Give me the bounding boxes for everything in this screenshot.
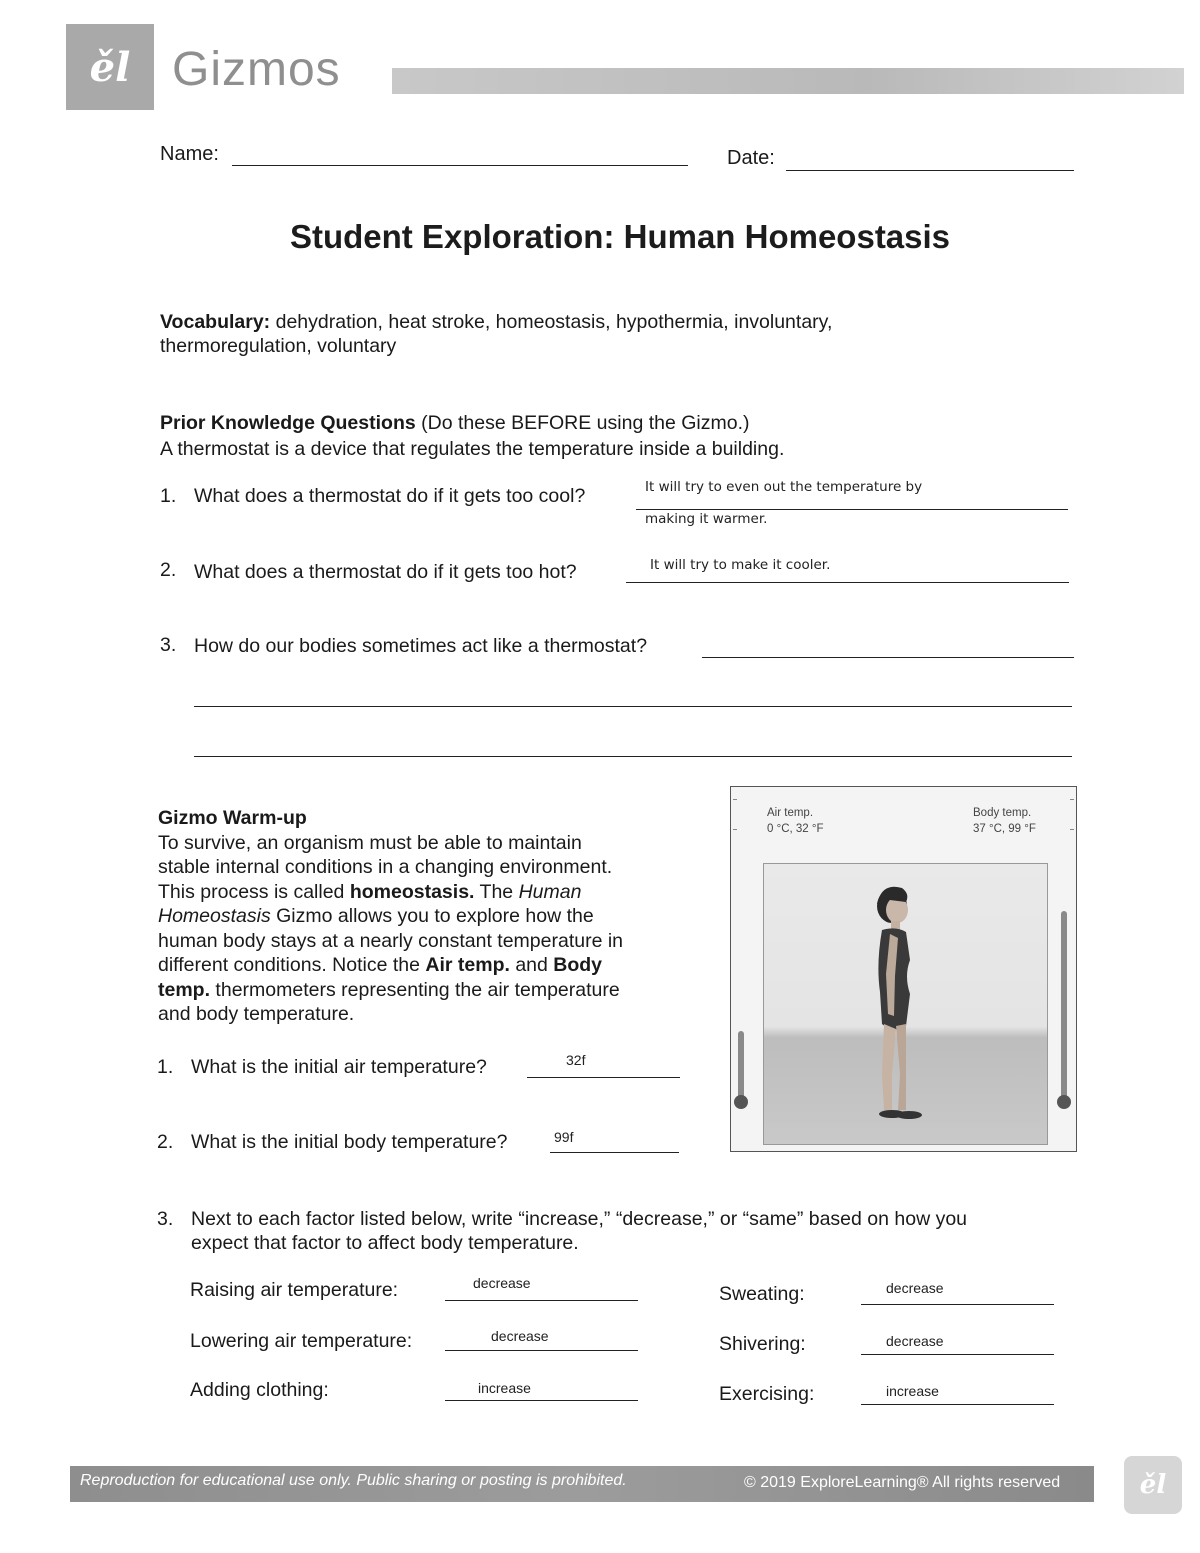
date-field[interactable] [786,170,1074,171]
body-temp-readout [973,805,1036,837]
gizmo-name-human: Human [518,880,582,903]
factor-lowering-field[interactable] [445,1350,638,1351]
warmup-q1-text: What is the initial air temperature? [191,1056,487,1078]
gizmo-name-homeostasis: Homeostasis [158,905,271,927]
air-thermometer [738,1031,744,1101]
factor-sweating-label: Sweating: [719,1283,805,1305]
prior-q3-answer-field-3[interactable] [194,756,1072,757]
warmup-p3: This process is called homeostasis. The Human [158,880,582,903]
warmup-p8: and body temperature. [158,1003,355,1025]
name-field[interactable] [232,165,688,166]
warmup-q2-answer: 99f [554,1129,574,1145]
prior-q2-answer-field[interactable] [626,582,1069,583]
date-label: Date: [727,147,775,169]
vocabulary-line2: thermoregulation, voluntary [160,335,397,357]
footer-copyright: © 2019 ExploreLearning® All rights reserved [744,1474,1061,1491]
warmup-q2-answer-field[interactable] [550,1152,679,1153]
body-thermometer [1061,911,1067,1101]
factor-clothing-answer: increase [478,1380,531,1396]
body-temp-label: Body temp. [973,807,1032,819]
page-title: Student Exploration: Human Homeostasis [289,218,951,255]
warmup-section [158,806,688,1027]
factor-lowering-answer: decrease [491,1328,549,1344]
term-homeostasis: homeostasis. [349,880,475,903]
simulation-scene [763,863,1048,1145]
prior-q1-answer-field[interactable] [636,509,1068,510]
prior-heading-note: (Do these BEFORE using the Gizmo.) [421,412,750,434]
vocabulary-line1 [160,310,832,335]
factor-shivering-label: Shivering: [719,1333,806,1355]
factor-sweating-answer: decrease [886,1280,944,1296]
factor-raising-field[interactable] [445,1300,638,1301]
air-temp-label: Air temp. [767,807,814,819]
human-figure-illustration [764,864,1047,1144]
prior-q3-number: 3. [160,634,177,656]
air-thermometer-bulb [734,1095,748,1109]
header-bar [392,68,1184,94]
term-temp: temp. [158,978,211,1001]
factor-raising-answer: decrease [473,1275,531,1291]
warmup-q3-line2: expect that factor to affect body temperature. [191,1232,579,1254]
prior-q3-answer-field-2[interactable] [194,706,1072,707]
prior-q1-answer-line2: making it warmer. [645,511,768,527]
factor-shivering-field[interactable] [861,1354,1054,1355]
factor-shivering-answer: decrease [886,1333,944,1349]
factor-exercising-field[interactable] [861,1404,1054,1405]
warmup-p5: human body stays at a nearly constant temperature in [158,929,624,952]
prior-heading: Prior Knowledge Questions [160,412,416,434]
term-air-temp: Air temp. [425,954,510,976]
warmup-q2-number: 2. [157,1131,174,1153]
body-temp-value: 37 °C, 99 °F [973,823,1036,835]
vocabulary-terms: dehydration, heat stroke, homeostasis, hypothermia, involuntary, [275,311,833,333]
warmup-p6: different conditions. Notice the Air temp. and Body [158,954,603,976]
warmup-q1-answer: 32f [566,1052,586,1068]
warmup-q3-line1: Next to each factor listed below, write “increase,” “decrease,” or “same” based on how you [191,1208,968,1230]
warmup-p1: To survive, an organism must be able to maintain [158,831,582,854]
footer-logo-mark: ěl [1139,1470,1167,1500]
prior-q1-text: What does a thermostat do if it gets too cool? [194,485,586,507]
factor-clothing-field[interactable] [445,1400,638,1401]
warmup-q1-answer-field[interactable] [527,1077,680,1078]
prior-heading-row [160,411,750,436]
gizmo-simulation-panel [730,786,1077,1152]
warmup-q3-number: 3. [157,1208,174,1230]
footer-notice: Reproduction for educational use only. Public sharing or posting is prohibited. [80,1472,627,1489]
factor-raising-label: Raising air temperature: [190,1279,399,1301]
warmup-q2-text: What is the initial body temperature? [191,1131,508,1153]
factor-sweating-field[interactable] [861,1304,1054,1305]
term-body: Body [553,954,603,976]
warmup-p7: temp. thermometers representing the air temperature [158,978,620,1001]
factor-exercising-label: Exercising: [719,1383,815,1405]
prior-q3-answer-field-1[interactable] [702,657,1074,658]
air-temp-value: 0 °C, 32 °F [767,823,824,835]
warmup-q1-number: 1. [157,1056,174,1078]
warmup-p2: stable internal conditions in a changing environment. [158,856,613,878]
prior-q1-number: 1. [160,485,177,507]
prior-q1-answer-line1: It will try to even out the temperature by [645,479,923,495]
prior-q2-text: What does a thermostat do if it gets too hot? [194,561,577,583]
body-thermometer-bulb [1057,1095,1071,1109]
prior-q2-answer: It will try to make it cooler. [650,557,831,573]
name-label: Name: [160,143,219,165]
warmup-p4: Homeostasis Gizmo allows you to explore how the [158,905,594,927]
warmup-heading: Gizmo Warm-up [158,807,307,829]
air-temp-readout [767,805,824,837]
brand-name: Gizmos [172,43,341,96]
vocabulary-label: Vocabulary: [160,311,271,333]
factor-clothing-label: Adding clothing: [190,1379,329,1401]
factor-lowering-label: Lowering air temperature: [190,1330,413,1352]
prior-q2-number: 2. [160,559,177,581]
factor-exercising-answer: increase [886,1383,939,1399]
prior-q3-text: How do our bodies sometimes act like a thermostat? [194,635,648,657]
footer-logo [1124,1456,1182,1514]
prior-intro: A thermostat is a device that regulates the temperature inside a building. [160,438,785,460]
gizmos-logo-box [66,24,154,110]
logo-mark: ěl [89,43,131,91]
